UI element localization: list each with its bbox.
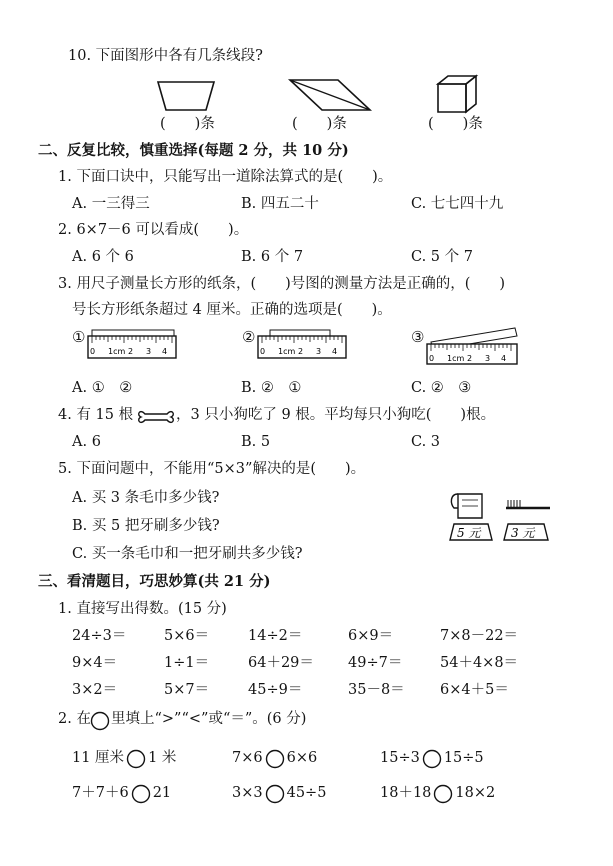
towel-price: 5 元 [457, 526, 481, 540]
ruler-2-tick-1cm: 1cm [278, 347, 296, 356]
compare-blank-circle[interactable] [422, 749, 442, 769]
s2-q3-line2: 号长方形纸条超过 4 厘米。正确的选项是( )。 [72, 302, 392, 318]
ruler-3-tick-4: 4 [501, 354, 507, 363]
calc-r3-c2[interactable]: 5×7＝ [164, 682, 210, 698]
s2-q5-option-c[interactable]: C. 买一条毛巾和一把牙刷共多少钱? [72, 546, 303, 562]
ruler-figure-2 [256, 330, 352, 360]
ruler-1-tick-1cm: 1cm [108, 347, 126, 356]
ruler-2-tick-4: 4 [332, 347, 338, 356]
ruler-figure-3 [425, 326, 523, 366]
compare-r2-c3 [380, 784, 495, 804]
compare-blank-circle[interactable] [131, 784, 151, 804]
s2-q3-line1: 3. 用尺子测量长方形的纸条，( )号图的测量方法是正确的，( ) [58, 276, 506, 292]
ruler-2-tick-3: 3 [316, 347, 322, 356]
calc-r2-c4[interactable]: 49÷7＝ [348, 655, 403, 671]
ruler-2-label: ② [242, 328, 256, 346]
compare-blank-circle[interactable] [265, 749, 285, 769]
compare-left: 18＋18 [380, 785, 432, 802]
ruler-3-tick-2: 2 [467, 354, 473, 363]
calc-r3-c3[interactable]: 45÷9＝ [248, 682, 303, 698]
compare-blank-circle[interactable] [126, 749, 146, 769]
calc-r2-c1[interactable]: 9×4＝ [72, 655, 118, 671]
s3-q2-title-before: 2. 在 [58, 711, 91, 727]
parallelogram-figure [286, 78, 374, 114]
section3-heading: 三、看清题目，巧思妙算(共 21 分) [38, 573, 271, 590]
ruler-1-tick-4: 4 [162, 347, 168, 356]
q10-blank-1[interactable]: ( )条 [160, 116, 215, 132]
compare-circle-icon [90, 711, 110, 731]
ruler-3-tick-1cm: 1cm [447, 354, 465, 363]
ruler-figure-1 [86, 330, 182, 360]
compare-left: 15÷3 [380, 750, 420, 767]
s2-q2-option-c[interactable]: C. 5 个 7 [411, 249, 473, 265]
s2-q1-text: 1. 下面口诀中，只能写出一道除法算式的是( )。 [58, 169, 393, 185]
s2-q1-option-a[interactable]: A. 一三得三 [72, 196, 150, 212]
s2-q4-text-before: 4. 有 15 根 [58, 407, 134, 423]
s2-q3-option-b[interactable]: B. ② ① [241, 380, 302, 396]
s2-q4-option-b[interactable]: B. 5 [241, 434, 271, 450]
calc-r1-c5[interactable]: 7×8－22＝ [440, 628, 519, 644]
s2-q1-option-b[interactable]: B. 四五二十 [241, 196, 319, 212]
s2-q4-option-c[interactable]: C. 3 [411, 434, 441, 450]
trapezoid-figure [150, 80, 222, 114]
s2-q2-option-a[interactable]: A. 6 个 6 [72, 249, 134, 265]
s2-q3-option-a[interactable]: A. ① ② [72, 380, 133, 396]
cube-figure [436, 74, 480, 116]
ruler-2-tick-0: 0 [260, 347, 266, 356]
s2-q4-option-a[interactable]: A. 6 [72, 434, 101, 450]
s2-q5-option-a[interactable]: A. 买 3 条毛巾多少钱? [72, 490, 220, 506]
compare-r1-c2 [232, 749, 317, 769]
compare-blank-circle[interactable] [433, 784, 453, 804]
section2-heading: 二、反复比较，慎重选择(每题 2 分，共 10 分) [38, 142, 349, 159]
ruler-3-tick-3: 3 [485, 354, 491, 363]
compare-r2-c2 [232, 784, 326, 804]
compare-r1-c1 [72, 749, 176, 769]
calc-r3-c4[interactable]: 35－8＝ [348, 682, 405, 698]
toothbrush-price: 3 元 [511, 526, 535, 540]
s2-q5-option-b[interactable]: B. 买 5 把牙刷多少钱? [72, 518, 220, 534]
calc-r1-c2[interactable]: 5×6＝ [164, 628, 210, 644]
ruler-1-tick-3: 3 [146, 347, 152, 356]
compare-right: 1 米 [148, 750, 177, 767]
compare-left: 3×3 [232, 785, 263, 802]
s2-q4-text-after: ，3 只小狗吃了 9 根。平均每只小狗吃( )根。 [176, 407, 496, 423]
calc-r2-c2[interactable]: 1÷1＝ [164, 655, 210, 671]
compare-right: 15÷5 [443, 750, 484, 767]
q10-title: 10. 下面图形中各有几条线段? [68, 48, 263, 64]
q10-blank-2[interactable]: ( )条 [292, 116, 347, 132]
ruler-1-tick-2: 2 [128, 347, 134, 356]
toothbrush-icon [502, 494, 558, 546]
bone-icon [137, 407, 175, 427]
calc-r1-c4[interactable]: 6×9＝ [348, 628, 394, 644]
s2-q1-option-c[interactable]: C. 七七四十九 [411, 196, 504, 212]
compare-right: 45÷5 [286, 785, 327, 802]
ruler-2-tick-2: 2 [298, 347, 304, 356]
compare-blank-circle[interactable] [265, 784, 285, 804]
towel-icon [448, 490, 496, 546]
calc-r2-c5[interactable]: 54＋4×8＝ [440, 655, 519, 671]
compare-r2-c1 [72, 784, 171, 804]
calc-r3-c1[interactable]: 3×2＝ [72, 682, 118, 698]
calc-r2-c3[interactable]: 64＋29＝ [248, 655, 314, 671]
ruler-3-label: ③ [411, 328, 425, 346]
q10-blank-3[interactable]: ( )条 [428, 116, 483, 132]
compare-r1-c3 [380, 749, 484, 769]
s2-q2-text: 2. 6×7－6 可以看成( )。 [58, 222, 249, 238]
calc-r3-c5[interactable]: 6×4＋5＝ [440, 682, 509, 698]
ruler-1-label: ① [72, 328, 86, 346]
calc-r1-c1[interactable]: 24÷3＝ [72, 628, 127, 644]
s3-q1-title: 1. 直接写出得数。(15 分) [58, 601, 227, 617]
s2-q5-text: 5. 下面问题中，不能用“5×3”解决的是( )。 [58, 461, 366, 477]
s3-q2-title-after: 里填上“>”“<”或“＝”。(6 分) [111, 711, 307, 727]
ruler-3-tick-0: 0 [429, 354, 435, 363]
s2-q2-option-b[interactable]: B. 6 个 7 [241, 249, 304, 265]
compare-right: 18×2 [455, 785, 496, 802]
compare-left: 11 厘米 [72, 750, 125, 767]
s2-q3-option-c[interactable]: C. ② ③ [411, 380, 472, 396]
compare-right: 21 [152, 785, 172, 802]
compare-right: 6×6 [286, 750, 318, 767]
compare-left: 7＋7＋6 [72, 785, 129, 802]
calc-r1-c3[interactable]: 14÷2＝ [248, 628, 303, 644]
ruler-1-tick-0: 0 [90, 347, 96, 356]
compare-left: 7×6 [232, 750, 263, 767]
